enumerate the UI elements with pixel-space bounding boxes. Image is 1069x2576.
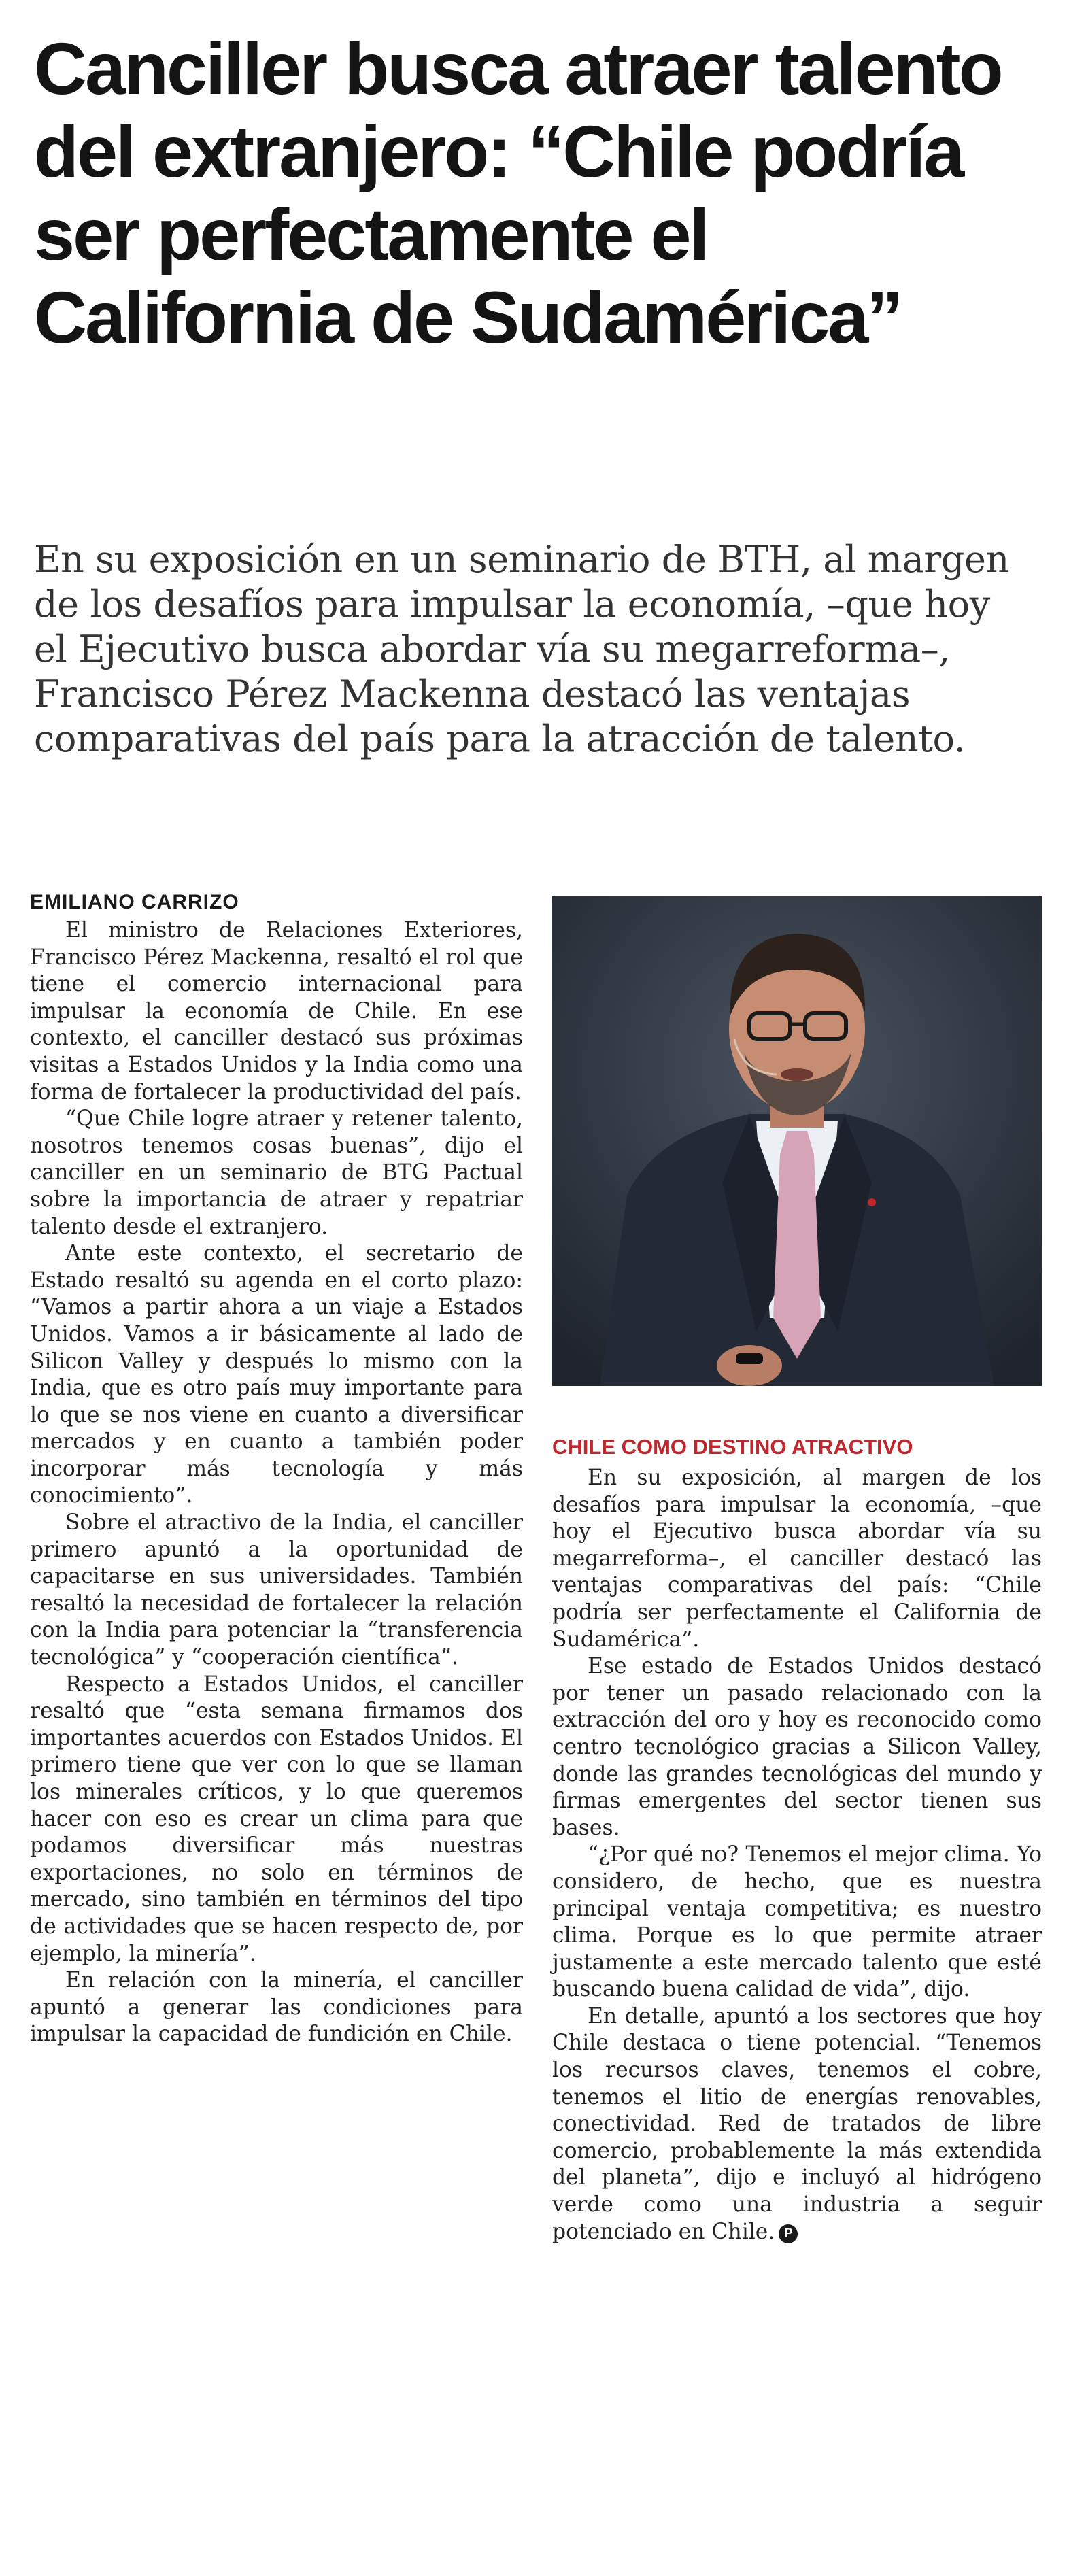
- body-paragraph: “¿Por qué no? Tenemos el mejor clima. Yo considero, de hecho, que es nuestra principal ventaja competitiva; es nuestro clima. Porque es lo que permite atraer justamente a este mercado talento que esté buscando buena calidad de vida”, dijo.: [552, 1842, 1042, 2002]
- end-of-article-icon: P: [779, 2224, 798, 2243]
- body-paragraph: Ante este contexto, el secretario de Estado resaltó su agenda en el corto plazo: “Vamos a partir ahora a un viaje a Estados Unidos. Vamos a ir básicamente al lado de Silicon Valley y después lo mismo con la India, que es otro país muy importante para lo que se nos viene en cuanto a diversificar mercados y en cuanto a también poder incorporar más tecnología y más conocimiento”.: [30, 1241, 523, 1508]
- speaker-illustration: [552, 896, 1042, 1386]
- clicker: [736, 1353, 763, 1364]
- right-column: [552, 1434, 1042, 2245]
- tie: [773, 1131, 821, 1359]
- speaker-photo: [552, 896, 1042, 1386]
- hand: [717, 1345, 782, 1386]
- mouth: [781, 1068, 813, 1081]
- section-subhead: CHILE COMO DESTINO ATRACTIVO: [552, 1435, 913, 1459]
- body-paragraph: “Que Chile logre atraer y retener talento, nosotros tenemos cosas buenas”, dijo el canciller en un seminario de BTG Pactual sobre la importancia de atraer y repatriar talento desde el extranjero.: [30, 1106, 523, 1239]
- closing-text: En detalle, apuntó a los sectores que hoy Chile destaca o tiene potencial. “Tenemos los recursos claves, tenemos el cobre, tenemos el litio de energías renovables, conectividad. Red de tratados de libre comercio, probablemente la más extendida del planeta”, dijo e incluyó al hidrógeno verde como una industria a seguir potenciado en Chile.: [552, 2003, 1042, 2244]
- body-paragraph: Sobre el atractivo de la India, el canciller primero apuntó a la oportunidad de capacitarse en sus universidades. También resaltó la necesidad de fortalecer la relación con la India para potenciar la “transferencia tecnológica” y “cooperación científica”.: [30, 1510, 523, 1670]
- body-paragraph: El ministro de Relaciones Exteriores, Francisco Pérez Mackenna, resaltó el rol que tiene el comercio internacional para impulsar la economía de Chile. En ese contexto, el canciller destacó sus próximas visitas a Estados Unidos y la India como una forma de fortalecer la productividad del país.: [30, 918, 523, 1104]
- lead-paragraph: En su exposición en un seminario de BTH, al margen de los desafíos para impulsar la economía, –que hoy el Ejecutivo busca abordar vía su megarreforma–, Francisco Pérez Mackenna destacó las ventajas comparativas del país para la atracción de talento.: [34, 538, 1009, 760]
- lapel-pin: [868, 1198, 876, 1206]
- closing-paragraph: [552, 2003, 1042, 2245]
- byline: EMILIANO CARRIZO: [30, 891, 239, 913]
- left-column: [30, 887, 523, 2048]
- body-paragraph: En su exposición, al margen de los desafíos para impulsar la economía, –que hoy el Ejecutivo busca abordar vía su megarreforma–, el canciller destacó las ventajas comparativas del país: “Chile podría ser perfectamente el California de Sudamérica”.: [552, 1465, 1042, 1652]
- headline: Canciller busca atraer talento del extranjero: “Chile podría ser perfectamente el California de Sudamérica”: [34, 27, 1002, 358]
- body-paragraph: Respecto a Estados Unidos, el canciller resaltó que “esta semana firmamos dos importantes acuerdos con Estados Unidos. El primero tiene que ver con lo que se llaman los minerales críticos, y lo que queremos hacer con eso es crear un clima para que podamos diversificar más nuestras exportaciones, no solo en términos de mercado, sino también en términos del tipo de actividades que se hacen respecto de, por ejemplo, la minería”.: [30, 1672, 523, 1966]
- body-paragraph: Ese estado de Estados Unidos destacó por tener un pasado relacionado con la extracción del oro y hoy es reconocido como centro tecnológico gracias a Silicon Valley, donde las grandes tecnológicas del mundo y firmas emergentes del sector tienen sus bases.: [552, 1654, 1042, 1840]
- body-paragraph: En relación con la minería, el canciller apuntó a generar las condiciones para impulsar la capacidad de fundición en Chile.: [30, 1968, 523, 2047]
